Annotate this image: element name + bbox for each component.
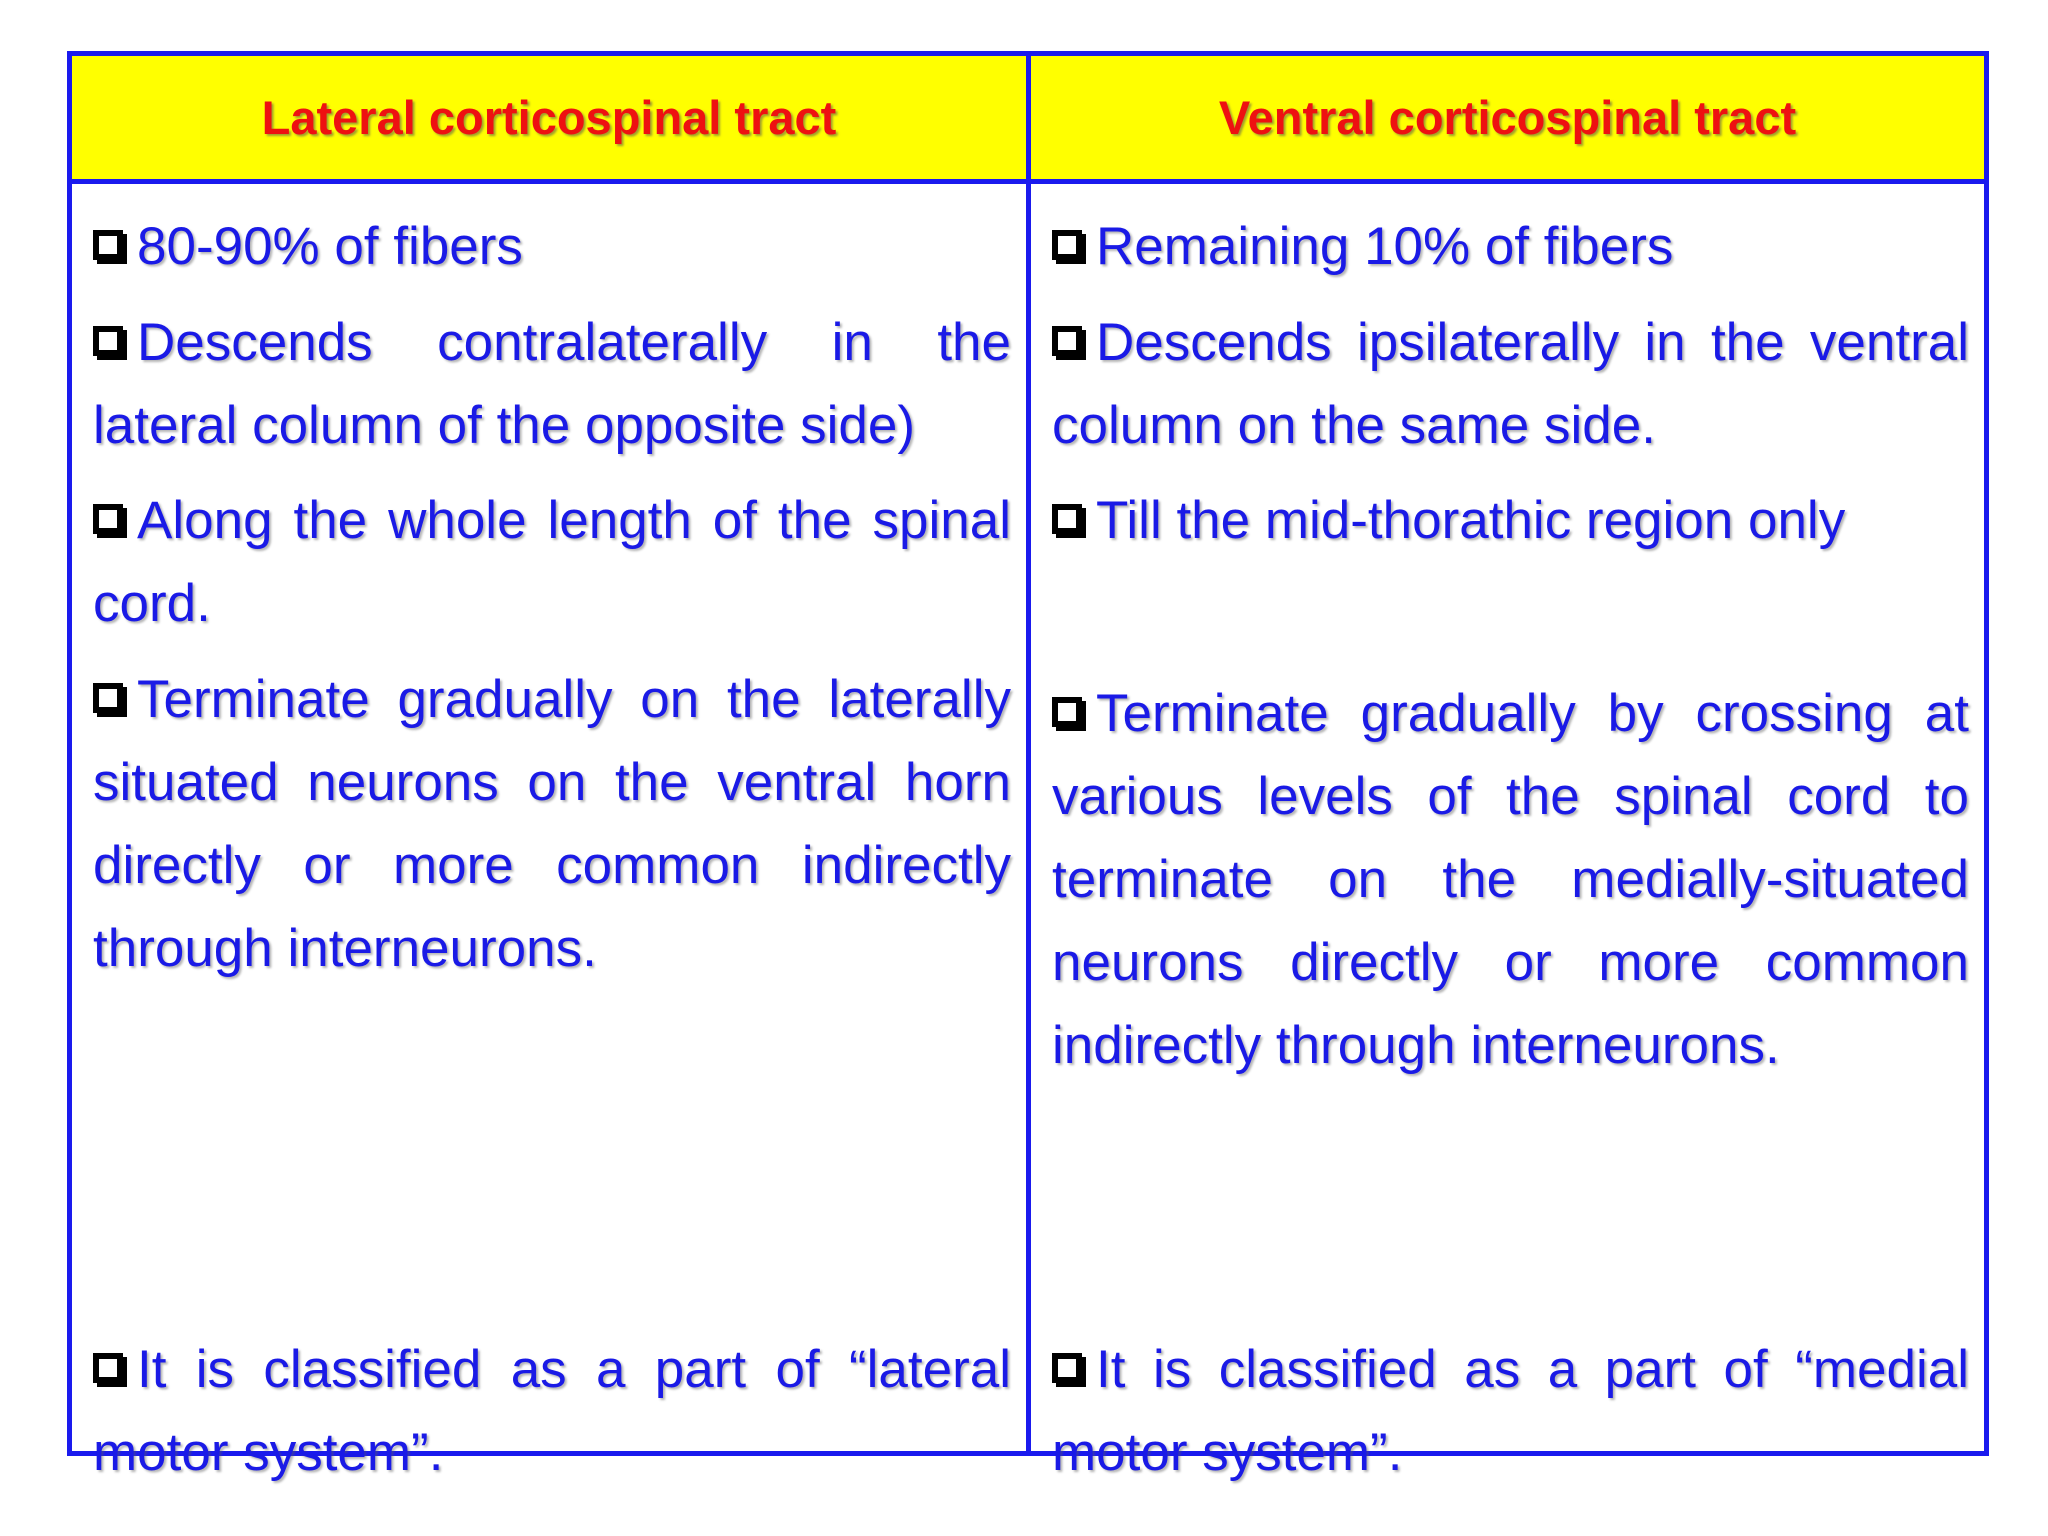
ventral-item-4 bbox=[1052, 672, 1969, 1087]
lateral-item-4 bbox=[93, 658, 1011, 990]
checkbox-square-icon bbox=[93, 1353, 123, 1383]
lateral-item-4-text: Terminate gradually on the laterally situated neurons on the ventral horn directly or more common indirectly through interneurons. bbox=[93, 670, 1011, 978]
header-ventral bbox=[1031, 56, 1984, 184]
ventral-item-3 bbox=[1052, 479, 1969, 562]
ventral-item-1 bbox=[1052, 205, 1969, 288]
checkbox-square-icon bbox=[93, 683, 123, 713]
checkbox-square-icon bbox=[1052, 504, 1082, 534]
lateral-column bbox=[72, 184, 1031, 1482]
ventral-item-5-text: It is classified as a part of “medial motor system”. bbox=[1052, 1340, 1969, 1482]
ventral-item-1-text: Remaining 10% of fibers bbox=[1096, 217, 1674, 276]
lateral-item-5 bbox=[93, 1328, 1011, 1494]
header-ventral-label: Ventral corticospinal tract bbox=[1218, 91, 1797, 144]
lateral-item-2 bbox=[93, 301, 1011, 467]
lateral-item-1 bbox=[93, 205, 1011, 288]
header-lateral bbox=[72, 56, 1031, 184]
lateral-item-2-text: Descends contralaterally in the lateral column of the opposite side) bbox=[93, 313, 1011, 455]
ventral-item-2 bbox=[1052, 301, 1969, 467]
comparison-table bbox=[67, 51, 1989, 1482]
lateral-item-3 bbox=[93, 479, 1011, 645]
lateral-item-3-text: Along the whole length of the spinal cord. bbox=[93, 491, 1011, 633]
checkbox-square-icon bbox=[1052, 230, 1082, 260]
lateral-item-1-text: 80-90% of fibers bbox=[137, 217, 523, 276]
ventral-column bbox=[1031, 184, 1984, 1482]
ventral-item-3-text: Till the mid-thorathic region only bbox=[1096, 491, 1846, 550]
ventral-item-4-text: Terminate gradually by crossing at various levels of the spinal cord to terminate on the medially-situated neurons directly or more common indirectly through interneurons. bbox=[1052, 684, 1969, 1075]
checkbox-square-icon bbox=[93, 230, 123, 260]
lateral-item-5-text: It is classified as a part of “lateral motor system”. bbox=[93, 1340, 1011, 1482]
checkbox-square-icon bbox=[1052, 697, 1082, 727]
header-lateral-label: Lateral corticospinal tract bbox=[261, 91, 837, 144]
ventral-item-2-text: Descends ipsilaterally in the ventral column on the same side. bbox=[1052, 313, 1969, 455]
checkbox-square-icon bbox=[93, 326, 123, 356]
checkbox-square-icon bbox=[93, 504, 123, 534]
ventral-item-5 bbox=[1052, 1328, 1969, 1494]
checkbox-square-icon bbox=[1052, 1353, 1082, 1383]
checkbox-square-icon bbox=[1052, 326, 1082, 356]
